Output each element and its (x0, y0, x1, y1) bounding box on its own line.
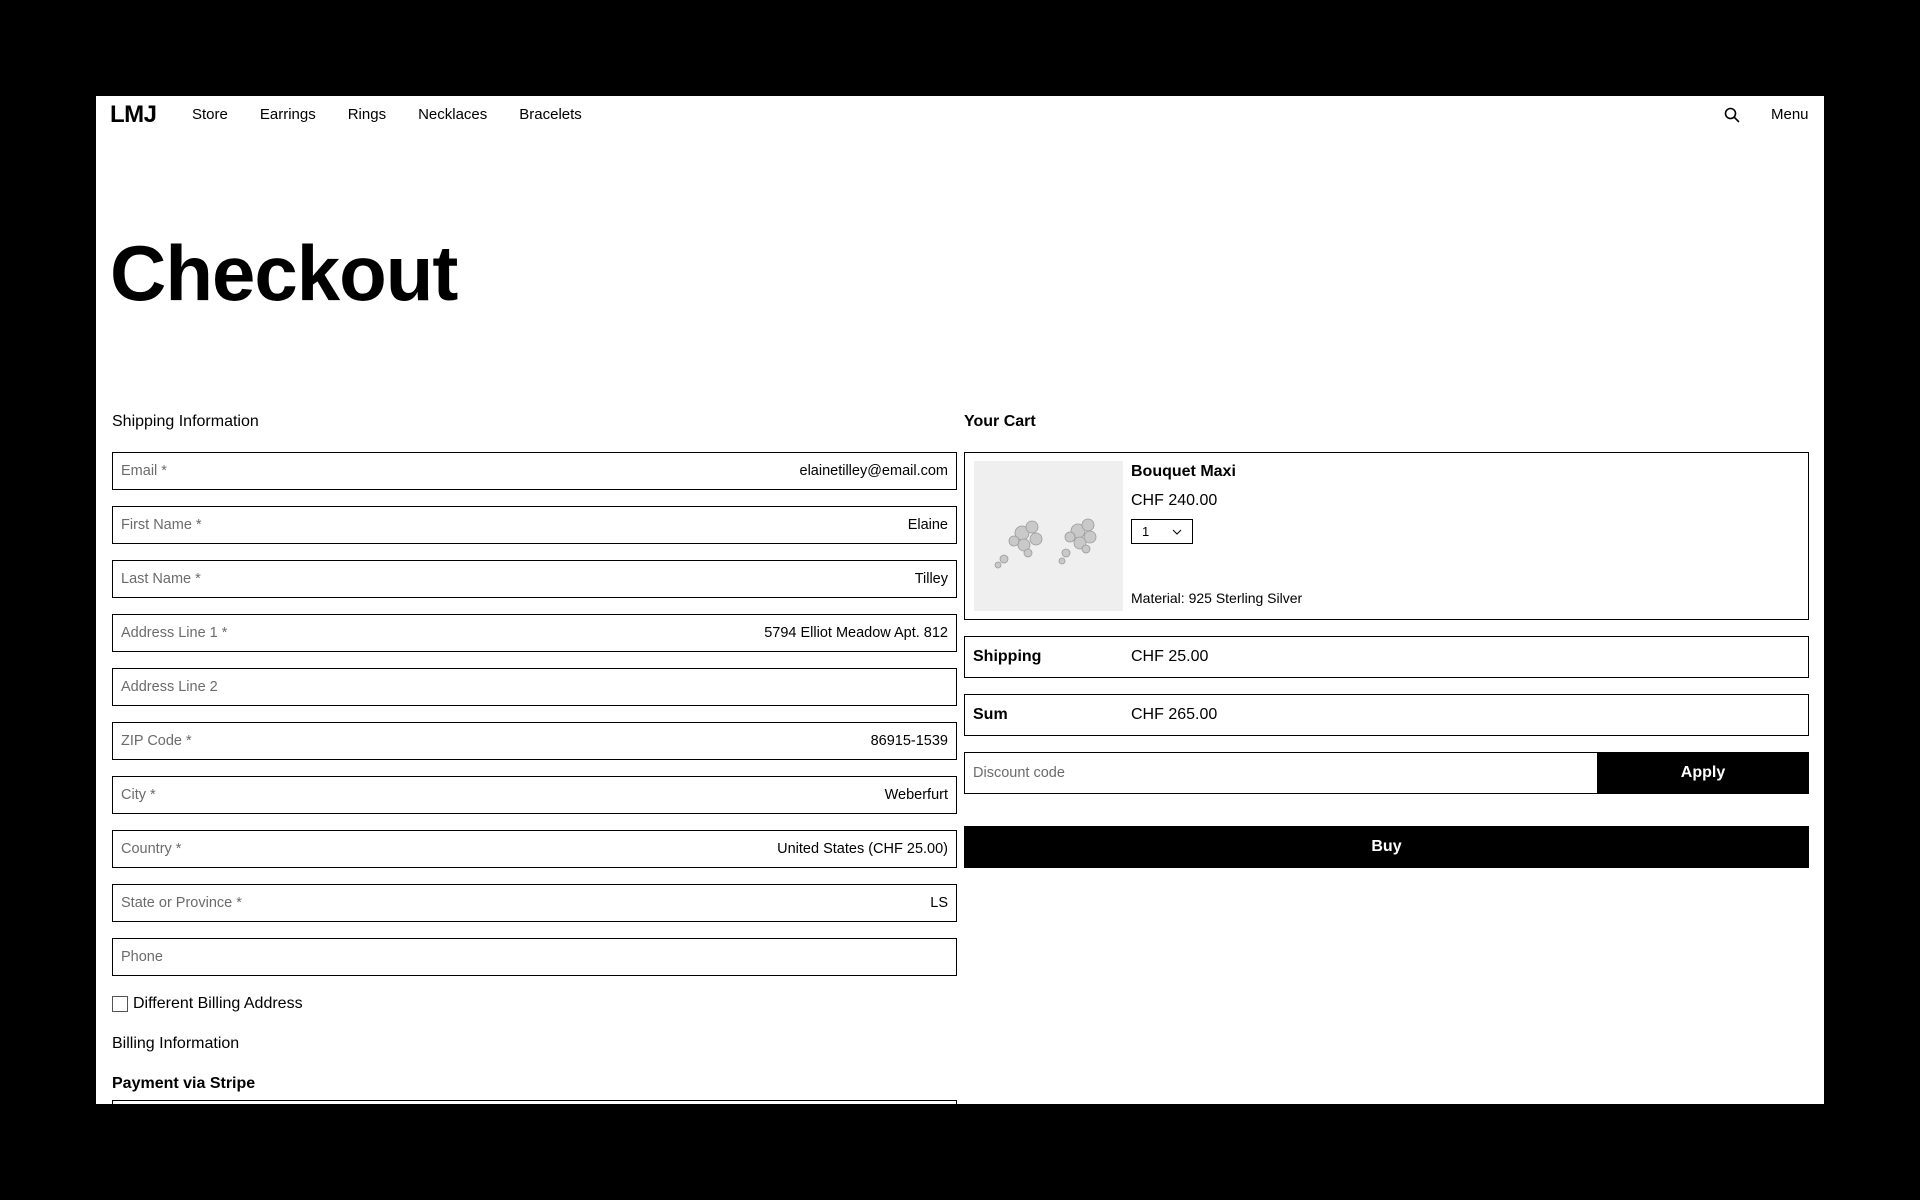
discount-code-input[interactable] (965, 753, 1597, 793)
nav-links (192, 106, 582, 123)
field-value: United States (CHF 25.00) (777, 841, 948, 857)
nav-link-bracelets[interactable]: Bracelets (519, 106, 582, 123)
cart-item (964, 452, 1809, 620)
field-value: Elaine (907, 517, 948, 533)
first-name-field[interactable] (112, 506, 957, 544)
menu-button[interactable]: Menu (1771, 106, 1809, 123)
phone-field[interactable] (112, 938, 957, 976)
field-value: LS (930, 895, 948, 911)
top-navigation (96, 96, 1824, 136)
quantity-select[interactable] (1131, 519, 1193, 544)
different-billing-address-toggle[interactable] (112, 995, 303, 1013)
nav-link-earrings[interactable]: Earrings (259, 106, 316, 123)
logo[interactable]: LMJ (110, 101, 157, 128)
shipping-row (964, 636, 1809, 678)
stripe-payment-field[interactable] (112, 1100, 957, 1104)
different-billing-label: Different Billing Address (133, 995, 303, 1012)
sum-value: CHF 265.00 (1131, 706, 1218, 723)
product-image[interactable] (974, 461, 1123, 611)
last-name-field[interactable] (112, 560, 957, 598)
field-value: 86915-1539 (870, 733, 948, 749)
different-billing-checkbox[interactable] (112, 996, 128, 1012)
product-price: CHF 240.00 (1131, 492, 1218, 509)
billing-information-heading: Billing Information (112, 1035, 240, 1052)
shipping-label: Shipping (973, 648, 1042, 665)
payment-heading: Payment via Stripe (112, 1075, 256, 1092)
field-value: elainetilley@email.com (799, 463, 948, 479)
address-line-1-field[interactable] (112, 614, 957, 652)
product-material: Material: 925 Sterling Silver (1131, 590, 1303, 606)
field-value: 5794 Elliot Meadow Apt. 812 (764, 625, 948, 641)
quantity-value: 1 (1142, 524, 1150, 539)
buy-button[interactable]: Buy (964, 826, 1809, 868)
earrings-image-icon (974, 461, 1123, 611)
field-label: Address Line 2 (121, 679, 218, 695)
search-icon[interactable] (1723, 106, 1741, 124)
field-label: Email * (121, 463, 167, 479)
field-label: Country * (121, 841, 182, 857)
nav-link-rings[interactable]: Rings (347, 106, 387, 123)
sum-label: Sum (973, 706, 1008, 723)
field-label: Phone (121, 949, 163, 965)
shipping-information-heading: Shipping Information (112, 413, 259, 430)
field-value: Tilley (914, 571, 948, 587)
field-label: ZIP Code * (121, 733, 192, 749)
field-label: First Name * (121, 517, 202, 533)
email-field[interactable] (112, 452, 957, 490)
zip-code-field[interactable] (112, 722, 957, 760)
field-label: Address Line 1 * (121, 625, 228, 641)
checkout-page (96, 96, 1824, 1104)
chevron-down-icon (1172, 527, 1182, 537)
cart-heading: Your Cart (964, 413, 1036, 430)
state-province-field[interactable] (112, 884, 957, 922)
shipping-value: CHF 25.00 (1131, 648, 1209, 665)
field-label: Last Name * (121, 571, 201, 587)
field-label: State or Province * (121, 895, 242, 911)
nav-link-store[interactable]: Store (192, 106, 228, 123)
city-field[interactable] (112, 776, 957, 814)
sum-row (964, 694, 1809, 736)
apply-button[interactable]: Apply (1597, 752, 1809, 794)
nav-link-necklaces[interactable]: Necklaces (418, 106, 488, 123)
discount-row (964, 752, 1809, 794)
country-select[interactable] (112, 830, 957, 868)
field-value: Weberfurt (884, 787, 948, 803)
page-title: Checkout (110, 229, 458, 317)
field-label: City * (121, 787, 156, 803)
product-name[interactable]: Bouquet Maxi (1131, 463, 1236, 480)
address-line-2-field[interactable] (112, 668, 957, 706)
